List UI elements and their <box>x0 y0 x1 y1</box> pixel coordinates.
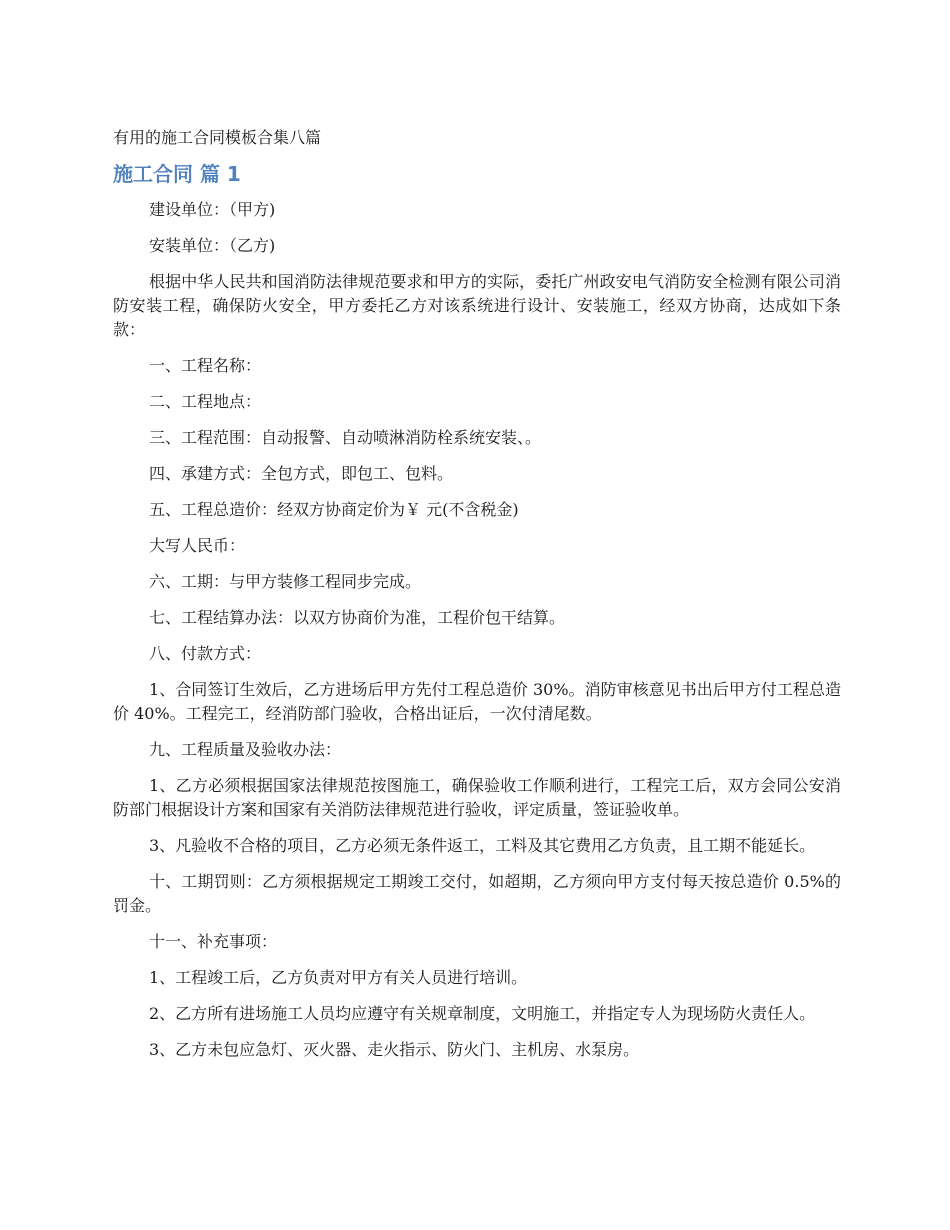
paragraph-quality-clause-1: 1、乙方必须根据国家法律规范按图施工，确保验收工作顺利进行，工程完工后，双方会同公安消防部门根据设计方案和国家有关消防法律规范进行验收，评定质量，签证验收单。 <box>113 776 841 819</box>
paragraph-quality-heading: 九、工程质量及验收办法： <box>149 740 342 759</box>
document-body <box>113 198 841 1062</box>
paragraph-project-scope: 三、工程范围：自动报警、自动喷淋消防栓系统安装、。 <box>149 428 542 447</box>
paragraph-schedule: 六、工期：与甲方装修工程同步完成。 <box>149 572 422 591</box>
paragraph-penalty: 十、工期罚则：乙方须根据规定工期竣工交付，如超期，乙方须向甲方支付每天按总造价 0.5%的罚金。 <box>113 872 841 915</box>
paragraph-payment-terms: 1、合同签订生效后，乙方进场后甲方先付工程总造价 30%。消防审核意见书出后甲方付工程总造价 40%。工程完工，经消防部门验收，合格出证后，一次付清尾数。 <box>113 680 841 723</box>
paragraph-amount-in-words: 大写人民币： <box>149 536 246 555</box>
paragraph-installation-unit: 安装单位：（乙方) <box>149 236 276 255</box>
document-title: 有用的施工合同模板合集八篇 <box>113 128 322 147</box>
paragraph-supplement-heading: 十一、补充事项： <box>149 932 278 951</box>
paragraph-total-cost: 五、工程总造价：经双方协商定价为￥ 元(不含税金) <box>149 500 519 519</box>
paragraph-settlement: 七、工程结算办法：以双方协商价为准，工程价包干结算。 <box>149 608 566 627</box>
section-heading: 施工合同 篇 1 <box>113 162 241 186</box>
paragraph-project-location: 二、工程地点： <box>149 392 262 411</box>
paragraph-quality-clause-3: 3、凡验收不合格的项目，乙方必须无条件返工，工料及其它费用乙方负责，且工期不能延长。 <box>149 836 816 855</box>
paragraph-construction-unit: 建设单位：（甲方) <box>149 200 276 219</box>
paragraph-supplement-3: 3、乙方未包应急灯、灭火器、走火指示、防火门、主机房、水泵房。 <box>149 1040 640 1059</box>
paragraph-project-name: 一、工程名称： <box>149 356 262 375</box>
paragraph-supplement-2: 2、乙方所有进场施工人员均应遵守有关规章制度，文明施工，并指定专人为现场防火责任人。 <box>149 1004 816 1023</box>
document-page <box>113 126 841 1074</box>
paragraph-supplement-1: 1、工程竣工后，乙方负责对甲方有关人员进行培训。 <box>149 968 528 987</box>
paragraph-preamble: 根据中华人民共和国消防法律规范要求和甲方的实际，委托广州政安电气消防安全检测有限公司消防安装工程，确保防火安全，甲方委托乙方对该系统进行设计、安装施工，经双方协商，达成如下条款： <box>113 272 841 339</box>
paragraph-payment-heading: 八、付款方式： <box>149 644 262 663</box>
paragraph-contract-method: 四、承建方式：全包方式，即包工、包料。 <box>149 464 454 483</box>
